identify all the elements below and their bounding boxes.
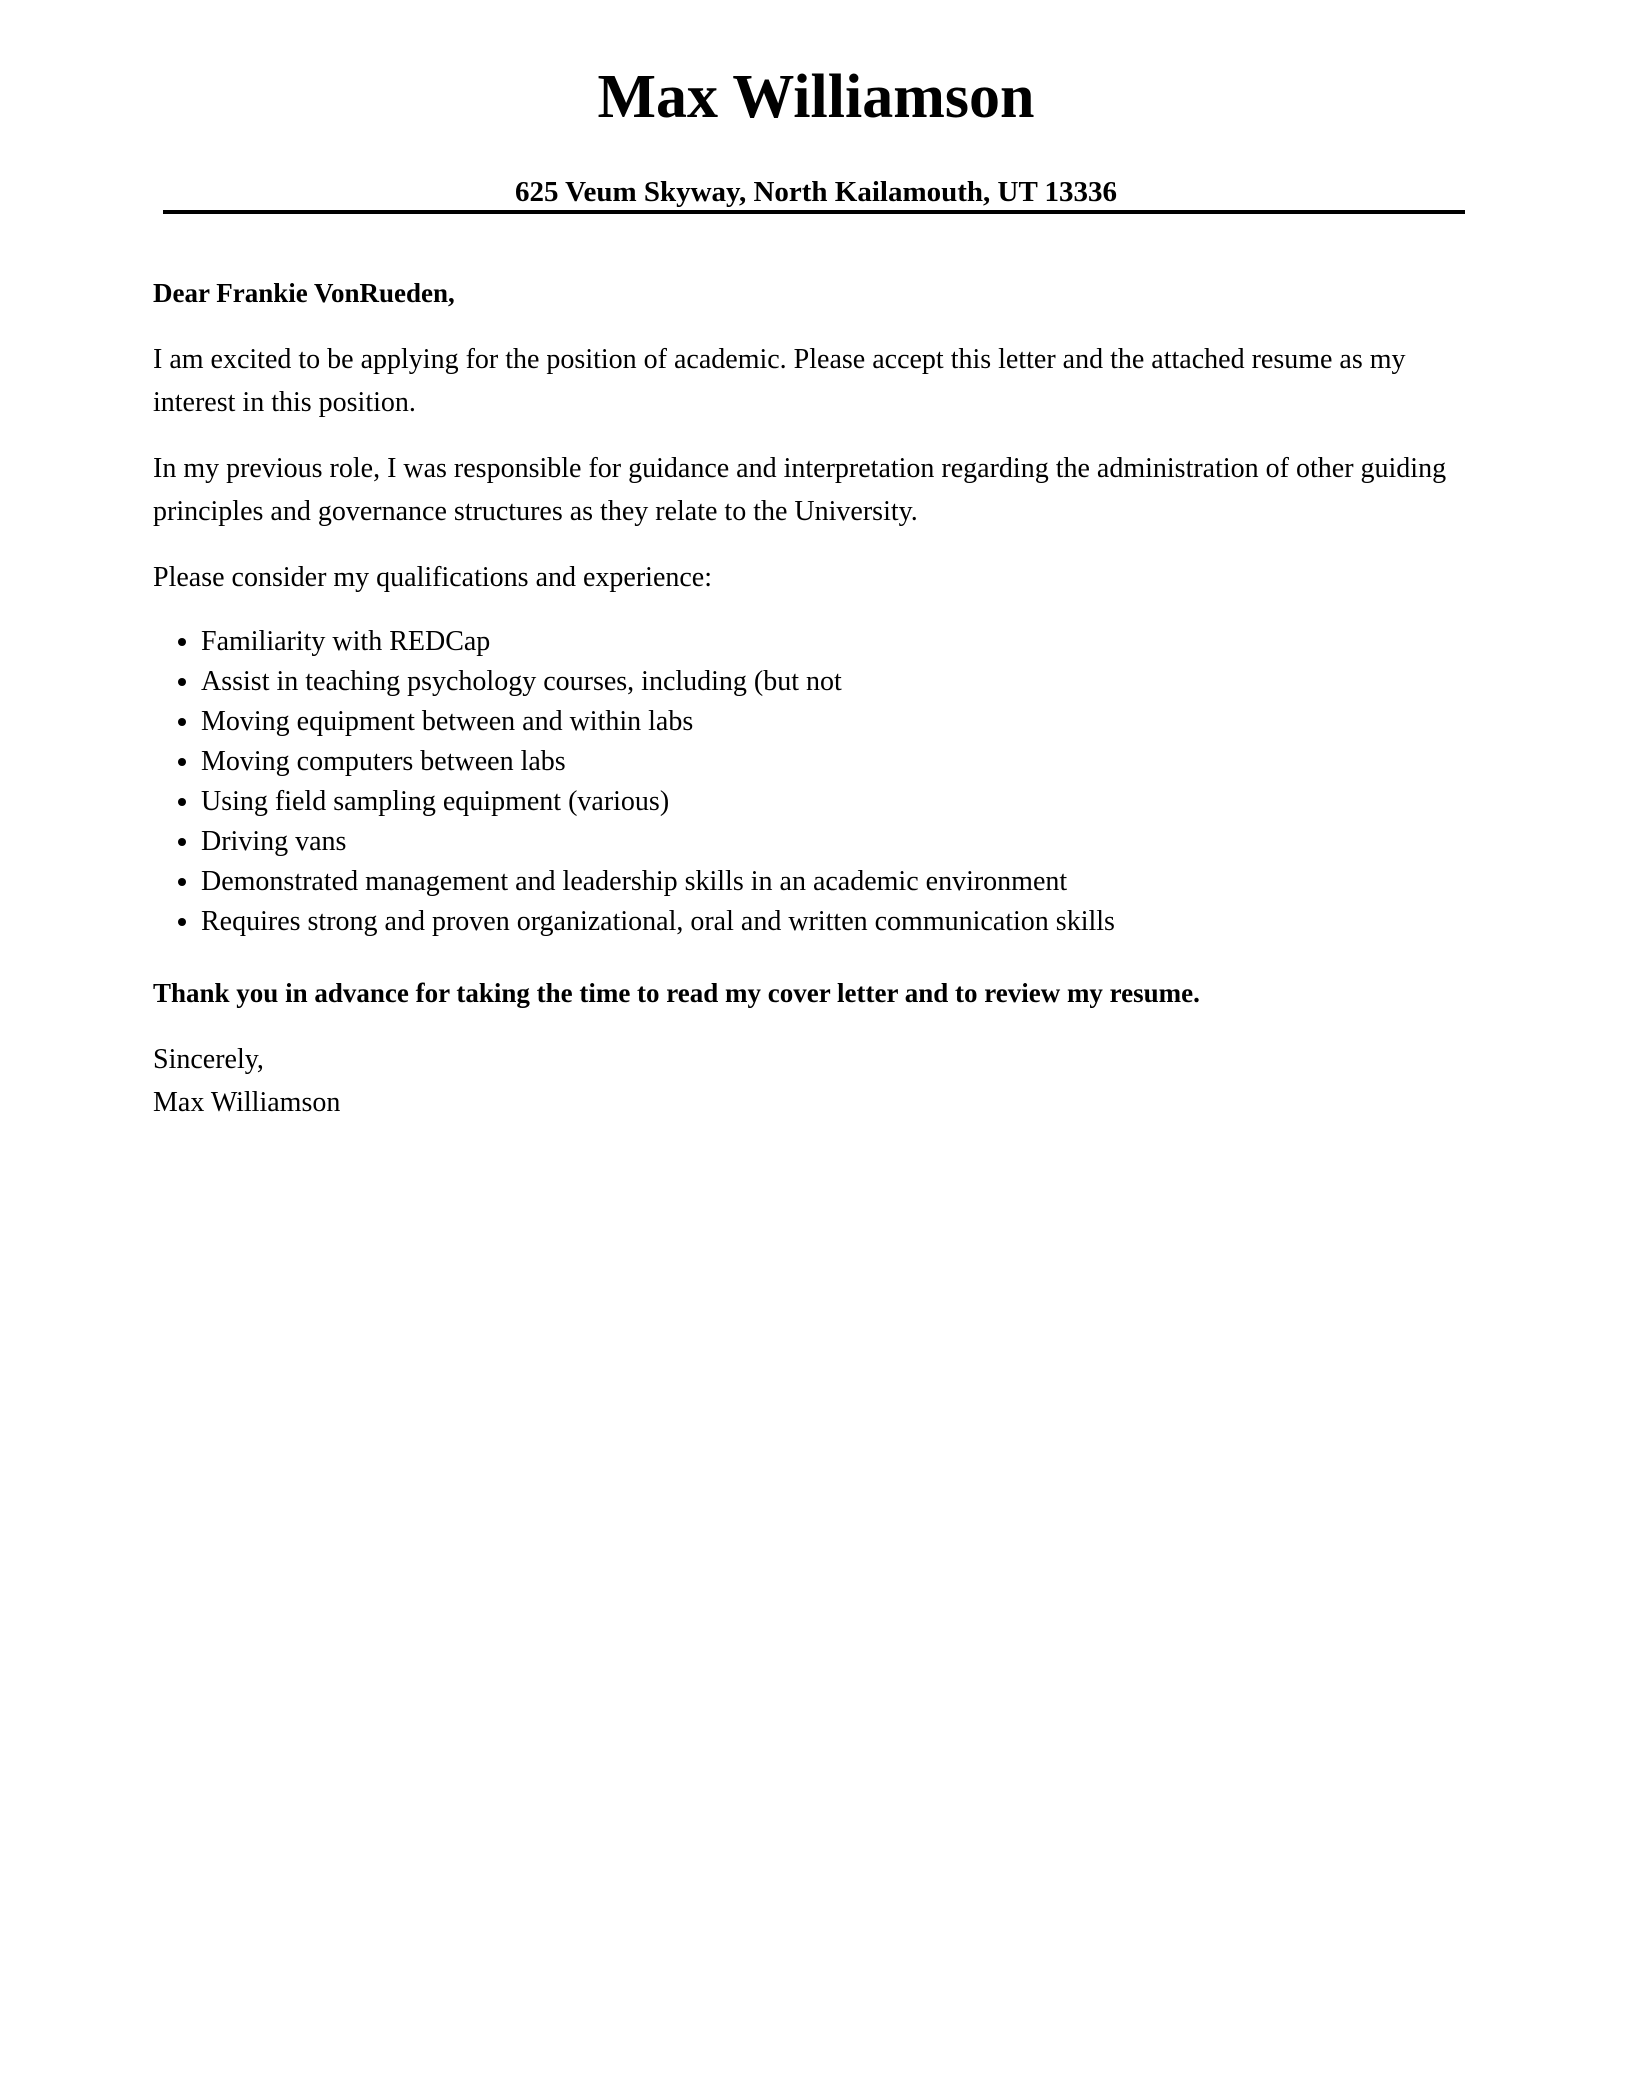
list-item: • Familiarity with REDCap — [201, 622, 1473, 662]
qualifications-list — [153, 622, 1473, 942]
intro-paragraph: I am excited to be applying for the position of academic. Please accept this letter and the attached resume as my interest in this position. — [153, 344, 1406, 418]
list-item: • Driving vans — [201, 822, 1473, 862]
list-item: • Demonstrated management and leadership skills in an academic environment — [201, 862, 1473, 902]
signature: Max Williamson — [153, 1087, 341, 1118]
applicant-name: Max Williamson — [597, 63, 1035, 131]
list-item: • Requires strong and proven organizational, oral and written communication skills — [201, 902, 1473, 942]
letter-header — [0, 60, 1632, 210]
closing: Sincerely, — [153, 1044, 264, 1075]
letter-body — [153, 272, 1473, 1124]
header-divider — [163, 210, 1465, 214]
list-item: • Moving computers between labs — [201, 742, 1473, 782]
thank-you-note: Thank you in advance for taking the time to read my cover letter and to review my resume. — [153, 978, 1200, 1008]
qualifications-intro: Please consider my qualifications and experience: — [153, 562, 713, 593]
applicant-address: 625 Veum Skyway, North Kailamouth, UT 13336 — [514, 176, 1118, 208]
salutation: Dear Frankie VonRueden, — [153, 278, 455, 308]
experience-paragraph: In my previous role, I was responsible for guidance and interpretation regarding the administration of other guiding principles and governance structures as they relate to the University. — [153, 453, 1447, 527]
list-item: • Using field sampling equipment (various) — [201, 782, 1473, 822]
list-item: • Moving equipment between and within labs — [201, 702, 1473, 742]
list-item: • Assist in teaching psychology courses, including (but not — [201, 662, 1473, 702]
closing-block — [153, 1038, 1473, 1124]
